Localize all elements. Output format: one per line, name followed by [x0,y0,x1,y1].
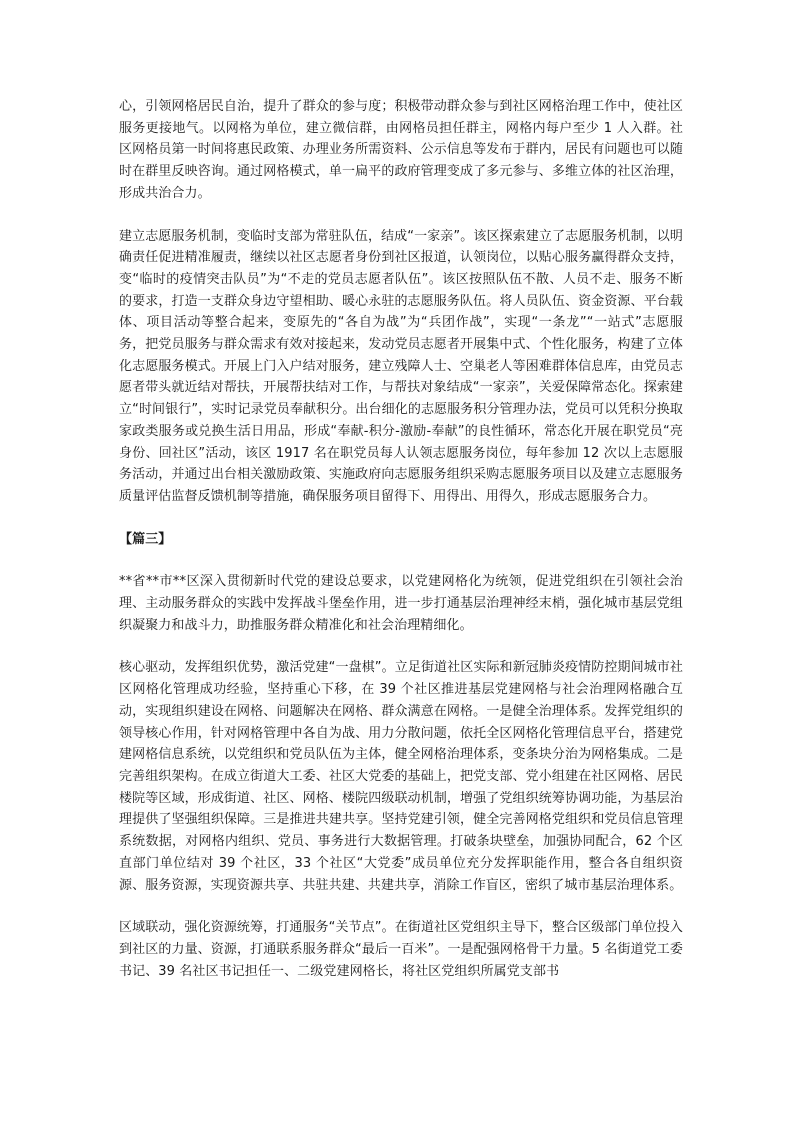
paragraph-gap [119,508,683,529]
paragraph-gap [119,636,683,657]
paragraph-4: 核心驱动，发挥组织优势，激活党建“一盘棋”。立足街道社区实际和新冠肺炎疫情防控期间城市社区网格化管理成功经验，坚持重心下移，在 39 个社区推进基层党建网格与社会治理网格融合互动，实现组织建设在网格、问题解决在网格、群众满意在网格。一是健全治理体系。发挥党组织的领导核心作用，针对网格管理中各自为战、用力分散问题，依托全区网格化管理信息平台，搭建党建网格信息系统，以党组织和党员队伍为主体，健全网格治理体系，变条块分治为网格集成。二是完善组织架构。在成立街道大工委、社区大党委的基础上，把党支部、党小组建在社区网格、居民楼院等区域，形成街道、社区、网格、楼院四级联动机制，增强了党组织统筹协调功能，为基层治理提供了坚强组织保障。三是推进共建共享。坚持党建引领，健全完善网格党组织和党员信息管理系统数据，对网格内组织、党员、事务进行大数据管理。打破条块壁垒，加强协同配合，62 个区直部门单位结对 39 个社区，33 个社区“大党委”成员单位充分发挥职能作用，整合各自组织资源、服务资源，实现资源共享、共驻共建、共建共享，消除工作盲区，密织了城市基层治理体系。 [119,660,683,893]
paragraph-gap [119,550,683,571]
paragraph-3: **省**市**区深入贯彻新时代党的建设总要求，以党建网格化为统领，促进党组织在引领社会治理、主动服务群众的实践中发挥战斗堡垒作用，进一步打通基层治理神经末梢，强化城市基层党组织凝聚力和战斗力，助推服务群众精准化和社会治理精细化。 [119,574,683,633]
document-page [119,96,683,982]
paragraph-5: 区域联动，强化资源统筹，打通服务“关节点”。在街道社区党组织主导下，整合区级部门单位投入到社区的力量、资源，打通联系服务群众“最后一百米”。一是配强网格骨干力量。5 名街道党工委书记、39 名社区书记担任一、二级党建网格长，将社区党组织所属党支部书 [119,920,683,979]
paragraph-gap [119,896,683,917]
paragraph-1: 心，引领网格居民自治，提升了群众的参与度；积极带动群众参与到社区网格治理工作中，使社区服务更接地气。以网格为单位，建立微信群，由网格员担任群主，网格内每户至少 1 人入群。社区网格员第一时间将惠民政策、办理业务所需资料、公示信息等发布于群内，居民有问题也可以随时在群里反映咨询。通过网格模式，单一扁平的政府管理变成了多元参与、多维立体的社区治理，形成共治合力。 [119,99,683,201]
paragraph-gap [119,205,683,226]
paragraph-2: 建立志愿服务机制，变临时支部为常驻队伍，结成“一家亲”。该区探索建立了志愿服务机制，以明确责任促进精准履责，继续以社区志愿者身份到社区报道，认领岗位，以贴心服务赢得群众支持，变“临时的疫情突击队员”为“不走的党员志愿者队伍”。该区按照队伍不散、人员不走、服务不断的要求，打造一支群众身边守望相助、暖心永驻的志愿服务队伍。将人员队伍、资金资源、平台载体、项目活动等整合起来，变原先的“各自为战”为“兵团作战”，实现“一条龙”“一站式”志愿服务，把党员服务与群众需求有效对接起来，发动党员志愿者开展集中式、个性化服务，构建了立体化志愿服务模式。开展上门入户结对服务，建立残障人士、空巢老人等困难群体信息库，由党员志愿者带头就近结对帮扶，开展帮扶结对工作，与帮扶对象结成“一家亲”，关爱保障常态化。探索建立“时间银行”，实时记录党员奉献积分。出台细化的志愿服务积分管理办法，党员可以凭积分换取家政类服务或兑换生活日用品，形成“奉献-积分-激励-奉献”的良性循环，常态化开展在职党员“亮身份、回社区”活动，该区 1917 名在职党员每人认领志愿服务岗位，每年参加 12 次以上志愿服务活动，并通过出台相关激励政策、实施政府向志愿服务组织采购志愿服务项目以及建立志愿服务质量评估监督反馈机制等措施，确保服务项目留得下、用得出、用得久，形成志愿服务合力。 [119,228,683,504]
section-title: 【篇三】 [119,531,172,547]
